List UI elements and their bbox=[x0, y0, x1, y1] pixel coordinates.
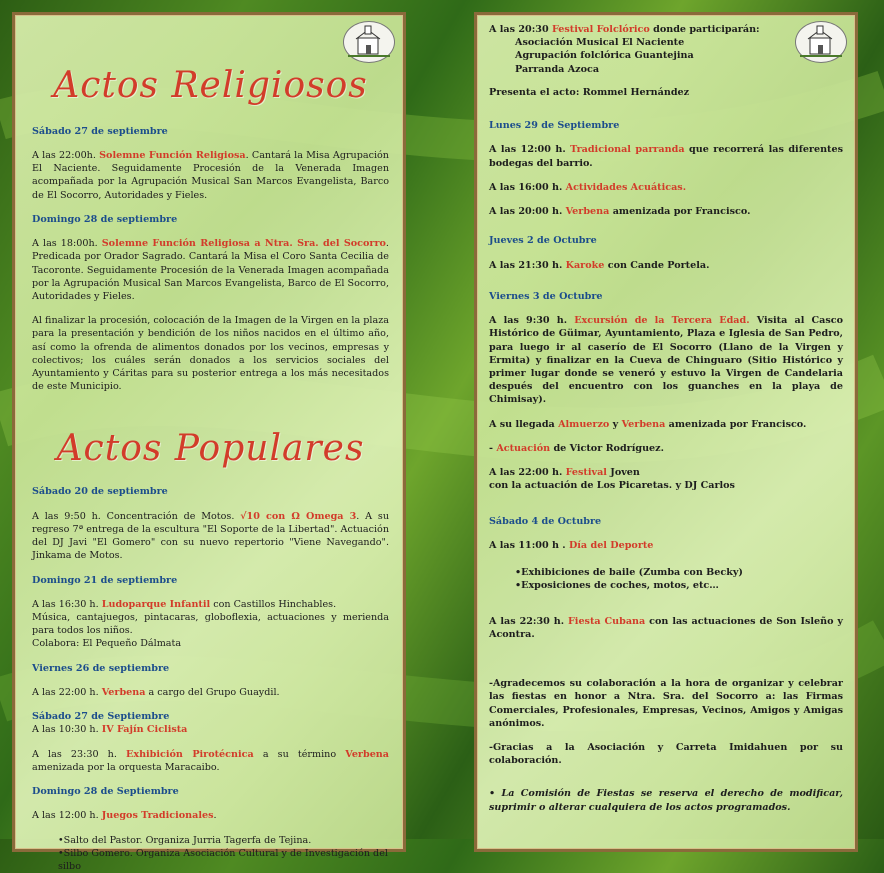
date-sat27: Sábado 27 de septiembre bbox=[32, 125, 168, 137]
event-fri3-actuacion: - Actuación de Victor Rodríguez. bbox=[489, 442, 664, 454]
date-sun28b: Domingo 28 de Septiembre bbox=[32, 786, 179, 798]
right-panel bbox=[474, 12, 858, 852]
event-sat27b-fireworks: A las 23:30 h. Exhibición Pirotécnica a su término Verbena amenizada por la orquesta Maracaibo. bbox=[32, 748, 389, 773]
bullet-zumba: •Exhibiciones de baile (Zumba con Becky) bbox=[515, 567, 743, 579]
title-popular-acts: Actos Populares bbox=[56, 427, 365, 469]
event-sat27b-cycling: A las 10:30 h. IV Fajín Ciclista bbox=[32, 724, 188, 736]
event-sat20: A las 9:50 h. Concentración de Motos. √10 con Ω Omega 3. A su regreso 7ª entrega de la escultura "El Soporte de la Libertad". Actuación del DJ Javi "El Gomero" con su nuevo repertorio "Viene Navegando". Jinkama de Motos. bbox=[32, 510, 389, 562]
event-sun28b: A las 12:00 h. Juegos Tradicionales. bbox=[32, 810, 217, 822]
presenter: Presenta el acto: Rommel Hernández bbox=[489, 86, 690, 98]
event-mon29-aquatic: A las 16:00 h. Actividades Acuáticas. bbox=[489, 181, 687, 193]
bullet-cars: •Exposiciones de coches, motos, etc… bbox=[515, 580, 719, 592]
date-sat27b: Sábado 27 de Septiembre bbox=[32, 711, 170, 723]
date-thu2: Jueves 2 de Octubre bbox=[489, 235, 597, 247]
event-sat4-cuban: A las 22:30 h. Fiesta Cubana con las actuaciones de Son Isleño y Acontra. bbox=[489, 615, 843, 640]
disclaimer: • La Comisión de Fiestas se reserva el derecho de modificar, suprimir o alterar cualquiera de los actos programados. bbox=[489, 788, 843, 813]
event-sun21: A las 16:30 h. Ludoparque Infantil con Castillos Hinchables. Música, cantajuegos, pintacaras, globoflexia, actuaciones y merienda para todos los niños. Colabora: El Pequeño Dálmata bbox=[32, 598, 389, 650]
date-mon29: Lunes 29 de Septiembre bbox=[489, 120, 620, 132]
event-sat4-sport: A las 11:00 h . Día del Deporte bbox=[489, 539, 654, 551]
event-fri3-festival: A las 22:00 h. Festival Joven con la actuación de Los Picaretas. y DJ Carlos bbox=[489, 467, 735, 492]
date-sun28: Domingo 28 de septiembre bbox=[32, 213, 178, 225]
event-thu2: A las 21:30 h. Karoke con Cande Portela. bbox=[489, 259, 710, 271]
date-sat20: Sábado 20 de septiembre bbox=[32, 486, 168, 498]
event-mon29-parranda: A las 12:00 h. Tradicional parranda que recorrerá las diferentes bodegas del barrio. bbox=[489, 144, 843, 169]
event-sat27: A las 22:00h. Solemne Función Religiosa. Cantará la Misa Agrupación El Naciente. Seguidamente Procesión de la Venerada Imagen acompañada por la Agrupación Musical San Marcos Evangelista, Barco de El Socorro, Autoridades y Fieles. bbox=[32, 149, 389, 201]
after-procession-text: Al finalizar la procesión, colocación de la Imagen de la Virgen en la plaza para la presentación y bendición de los niños nacidos en el último año, así como la ofrenda de alimentos donados por los vecinos, empresas y colectivos; los cuáles serán donados a los servicios sociales del Ayuntamiento y Cáritas para su posterior entrega a los más necesitados de este Municipio. bbox=[32, 315, 389, 393]
participant-3: Parranda Azoca bbox=[515, 63, 600, 75]
date-fri3: Viernes 3 de Octubre bbox=[489, 290, 603, 302]
event-sun28: A las 18:00h. Solemne Función Religiosa a Ntra. Sra. del Socorro. Predicada por Orador Sagrado. Cantará la Misa el Coro Santa Cecilia de Tacoronte. Seguidamente Procesión de la Venerada Imagen acompañada por la Agrupación Musical San Marcos Evangelista, Barco de El Socorro, Autoridades y Fieles. bbox=[32, 238, 389, 303]
bullet-salto-pastor: •Salto del Pastor. Organiza Jurria Tagerfa de Tejina. bbox=[58, 834, 312, 846]
date-fri26: Viernes 26 de septiembre bbox=[32, 662, 170, 674]
date-sat4: Sábado 4 de Octubre bbox=[489, 515, 602, 527]
chapel-logo-icon bbox=[795, 21, 847, 63]
participant-2: Agrupación folclórica Guantejina bbox=[515, 50, 694, 62]
thanks-sponsors: -Agradecemos su colaboración a la hora de organizar y celebrar las fiestas en honor a Ntra. Sra. del Socorro a: las Firmas Comerciales, Profesionales, Empresas, Vecinos, Amigos y Amigas anónimos. bbox=[489, 678, 843, 729]
thanks-association: -Gracias a la Asociación y Carreta Imidahuen por su colaboración. bbox=[489, 741, 843, 767]
event-festival-folclorico: A las 20:30 Festival Folclórico donde participarán: bbox=[489, 24, 760, 35]
event-fri3-excursion: A las 9:30 h. Excursión de la Tercera Edad. Visita al Casco Histórico de Güimar, Ayuntamiento, Plaza e Iglesia de San Pedro, para luego ir al caserío de El Socorro (Llano de la Virgen y Ermita) y finalizar en la Cueva de Chinguaro (Sitio Histórico y primer lugar donde se veneró y estuvo la Virgen de Candelaria después del encuentro con los guanches en la playa de Chimisay). bbox=[489, 315, 843, 406]
bullet-silbo-gomero: •Silbo Gomero. Organiza Asociación Cultural y de Investigación del silbo bbox=[58, 847, 388, 873]
event-fri3-lunch: A su llegada Almuerzo y Verbena amenizada por Francisco. bbox=[489, 418, 807, 430]
left-panel bbox=[12, 12, 406, 873]
chapel-logo-icon bbox=[343, 21, 395, 63]
event-mon29-verbena: A las 20:00 h. Verbena amenizada por Francisco. bbox=[489, 206, 751, 218]
participant-1: Asociación Musical El Naciente bbox=[515, 37, 685, 49]
title-religious-acts: Actos Religiosos bbox=[53, 65, 368, 106]
date-sun21: Domingo 21 de septiembre bbox=[32, 574, 178, 586]
event-fri26: A las 22:00 h. Verbena a cargo del Grupo Guaydil. bbox=[32, 686, 280, 698]
